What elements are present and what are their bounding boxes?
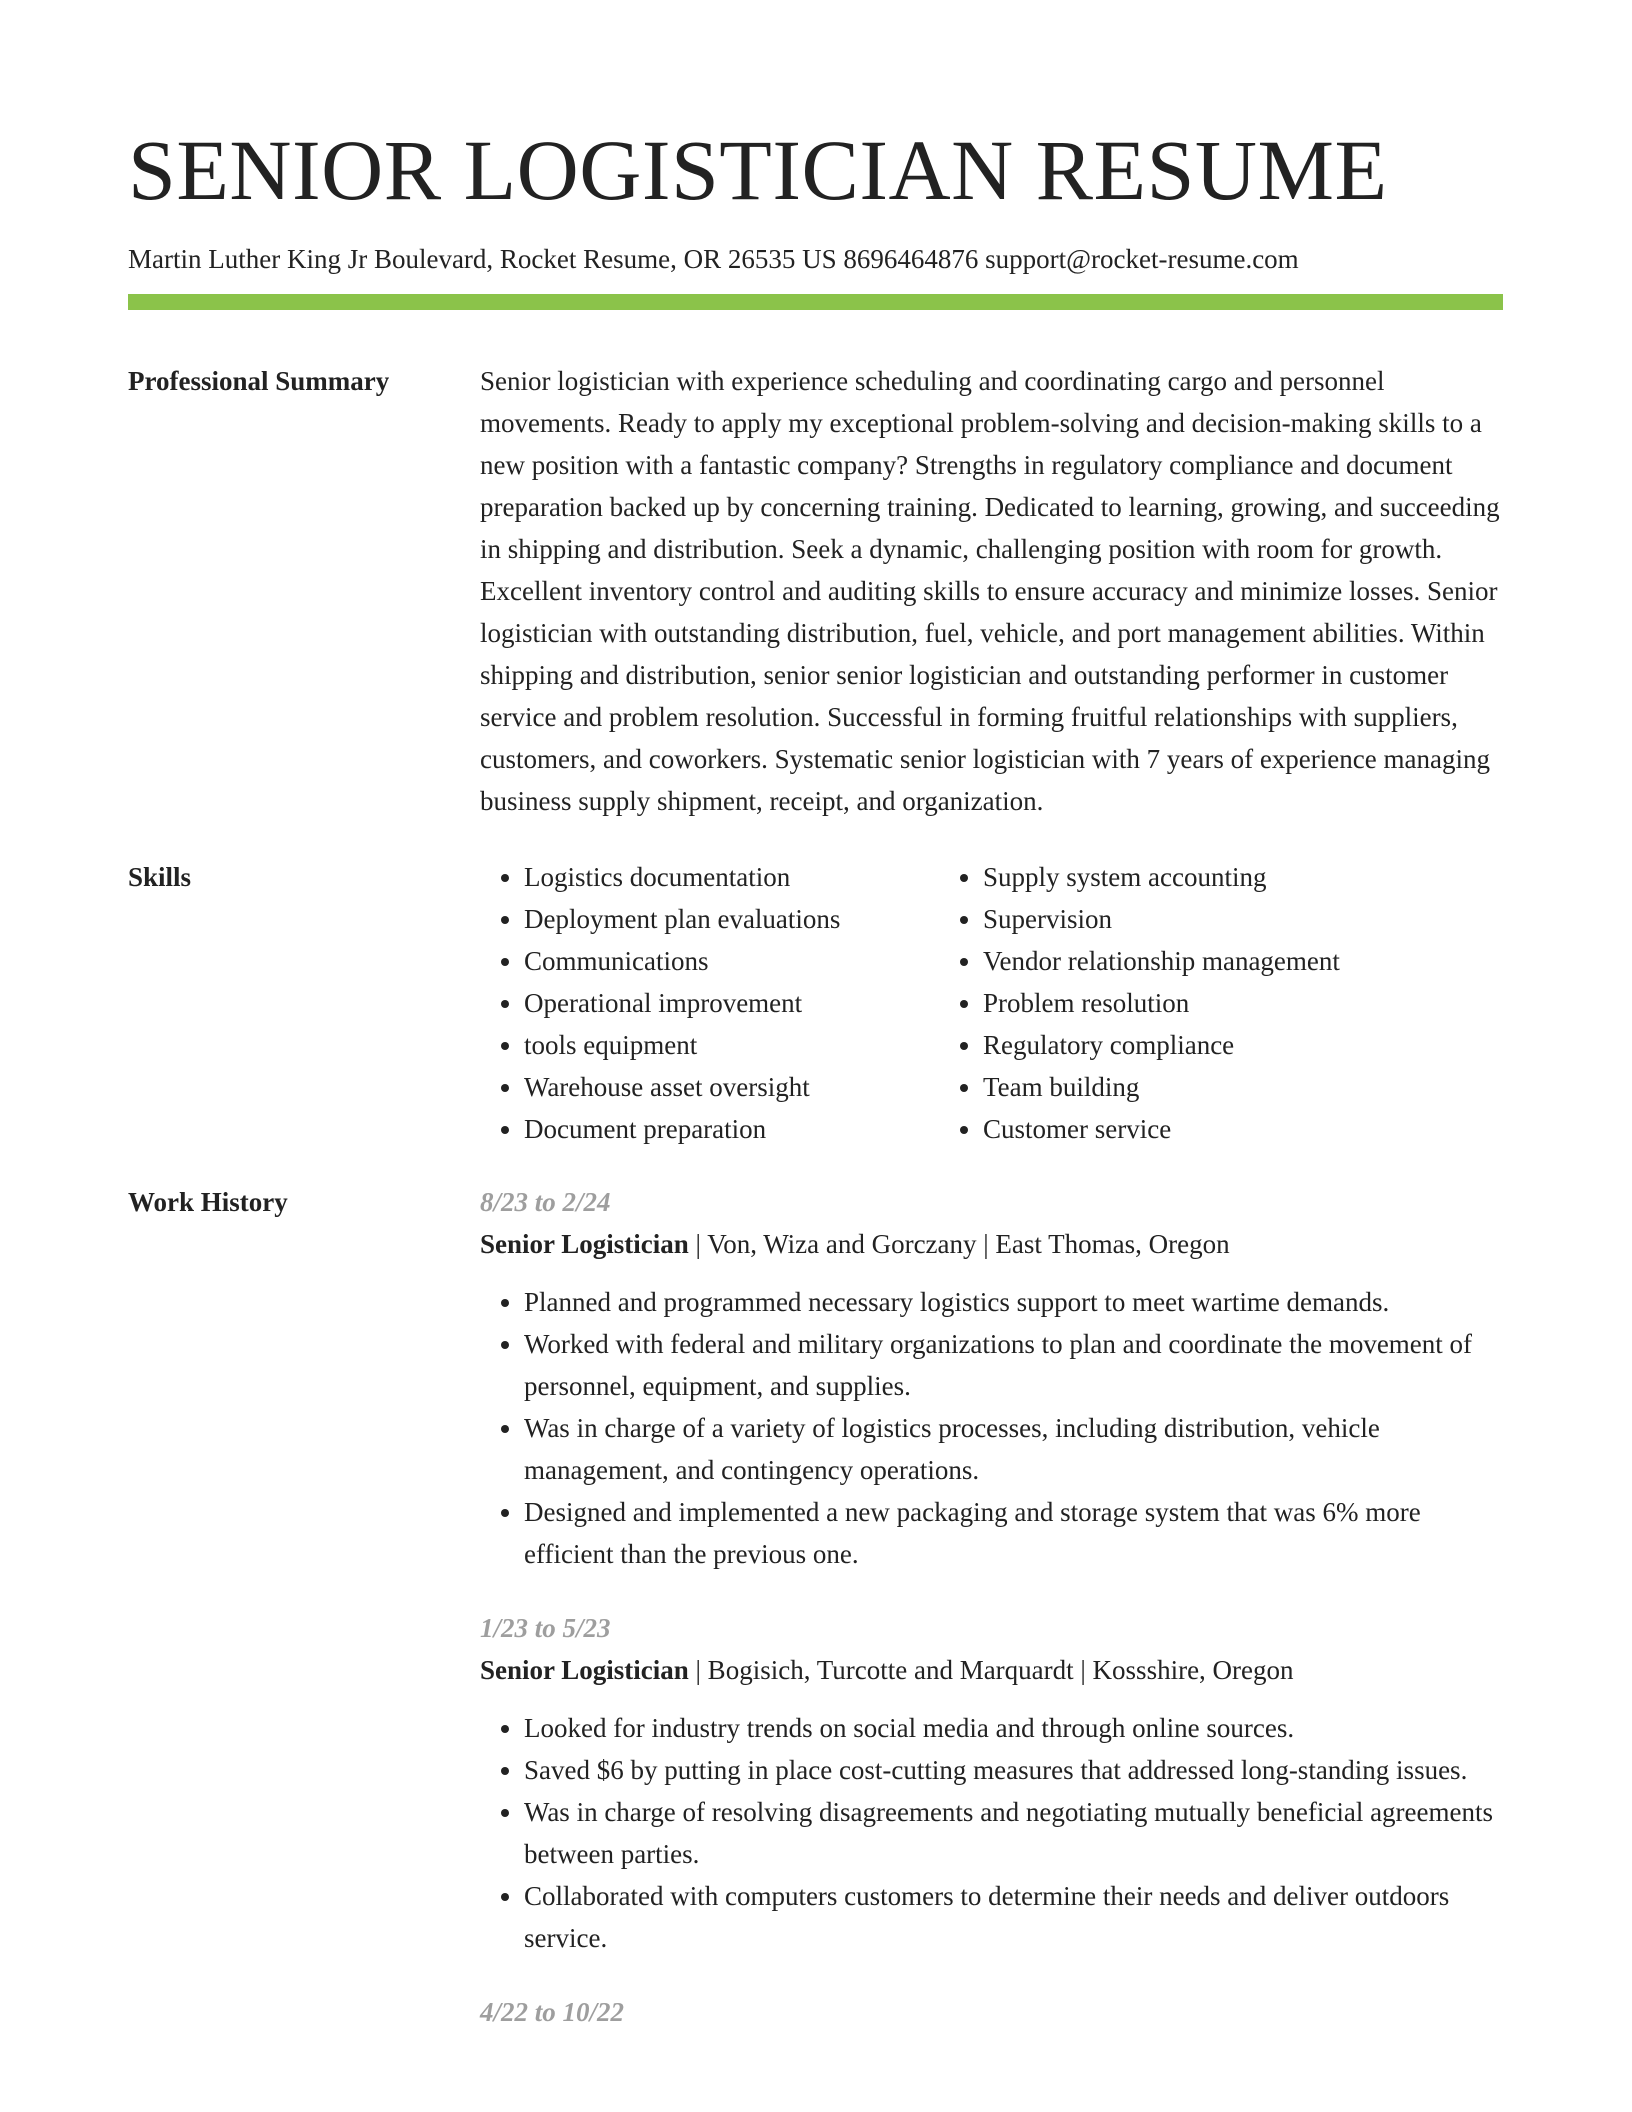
job-entry xyxy=(480,1991,1503,2033)
skill-item: • Problem resolution xyxy=(983,982,1340,1024)
section-label-work: Work History xyxy=(128,1187,288,1217)
skills-list-left xyxy=(480,856,939,1150)
summary-body xyxy=(480,360,1503,822)
duty-item: • Designed and implemented a new packaging and storage system that was 6% more efficient than the previous one. xyxy=(524,1491,1503,1575)
job-duties-list xyxy=(480,1281,1503,1575)
job-heading xyxy=(480,1223,1503,1265)
skill-item: • Warehouse asset oversight xyxy=(524,1066,939,1108)
professional-summary-section xyxy=(128,360,1503,822)
skill-item: • Customer service xyxy=(983,1108,1340,1150)
skill-item: • Supply system accounting xyxy=(983,856,1340,898)
summary-text: Senior logistician with experience scheduling and coordinating cargo and personnel movements. Ready to apply my exceptional problem-solving and decision-making skills to a new position with a fantastic company? Strengths in regulatory compliance and document preparation backed up by concerning training. Dedicated to learning, growing, and succeeding in shipping and distribution. Seek a dynamic, challenging position with room for growth. Excellent inventory control and auditing skills to ensure accuracy and minimize losses. Senior logistician with outstanding distribution, fuel, vehicle, and port management abilities. Within shipping and distribution, senior senior logistician and outstanding performer in customer service and problem resolution. Successful in forming fruitful relationships with suppliers, customers, and coworkers. Systematic senior logistician with 7 years of experience managing business supply shipment, receipt, and organization. xyxy=(480,366,1500,816)
header-divider xyxy=(128,294,1503,310)
duty-item: • Saved $6 by putting in place cost-cutting measures that addressed long-standing issues. xyxy=(524,1749,1503,1791)
job-entry xyxy=(480,1181,1503,1575)
job-dates: 8/23 to 2/24 xyxy=(480,1187,611,1217)
job-title: Senior Logistician xyxy=(480,1229,689,1259)
skill-item: • tools equipment xyxy=(524,1024,939,1066)
skill-item: • Deployment plan evaluations xyxy=(524,898,939,940)
skill-item: • Supervision xyxy=(983,898,1340,940)
duty-item: • Worked with federal and military organizations to plan and coordinate the movement of personnel, equipment, and supplies. xyxy=(524,1323,1503,1407)
skill-item: • Operational improvement xyxy=(524,982,939,1024)
skill-item: • Team building xyxy=(983,1066,1340,1108)
skill-item: • Vendor relationship management xyxy=(983,940,1340,982)
skills-grid xyxy=(480,856,1503,1150)
job-company-location: | Bogisich, Turcotte and Marquardt | Kossshire, Oregon xyxy=(688,1655,1294,1685)
job-title: Senior Logistician xyxy=(480,1655,689,1685)
job-company-location: | Von, Wiza and Gorczany | East Thomas, Oregon xyxy=(688,1229,1230,1259)
duty-item: • Planned and programmed necessary logistics support to meet wartime demands. xyxy=(524,1281,1503,1323)
resume-page xyxy=(128,0,1503,2033)
section-label-summary: Professional Summary xyxy=(128,366,390,396)
skills-list-right xyxy=(939,856,1340,1150)
job-dates: 1/23 to 5/23 xyxy=(480,1613,611,1643)
duty-item: • Was in charge of resolving disagreements and negotiating mutually beneficial agreements between parties. xyxy=(524,1791,1503,1875)
skill-item: • Logistics documentation xyxy=(524,856,939,898)
skills-section xyxy=(128,856,1503,1150)
section-label-skills: Skills xyxy=(128,862,192,892)
skill-item: • Regulatory compliance xyxy=(983,1024,1340,1066)
duty-item: • Was in charge of a variety of logistics processes, including distribution, vehicle management, and contingency operations. xyxy=(524,1407,1503,1491)
work-body xyxy=(480,1181,1503,2033)
job-heading xyxy=(480,1649,1503,1691)
skill-item: • Document preparation xyxy=(524,1108,939,1150)
duty-item: • Looked for industry trends on social media and through online sources. xyxy=(524,1707,1503,1749)
job-dates: 4/22 to 10/22 xyxy=(480,1997,625,2027)
resume-title: SENIOR LOGISTICIAN RESUME xyxy=(128,122,1388,218)
contact-line: Martin Luther King Jr Boulevard, Rocket Resume, OR 26535 US 8696464876 support@rocket-resume.com xyxy=(128,244,1299,274)
job-duties-list xyxy=(480,1707,1503,1959)
job-entry xyxy=(480,1607,1503,1959)
duty-item: • Collaborated with computers customers to determine their needs and deliver outdoors service. xyxy=(524,1875,1503,1959)
skill-item: • Communications xyxy=(524,940,939,982)
work-history-section xyxy=(128,1181,1503,2033)
